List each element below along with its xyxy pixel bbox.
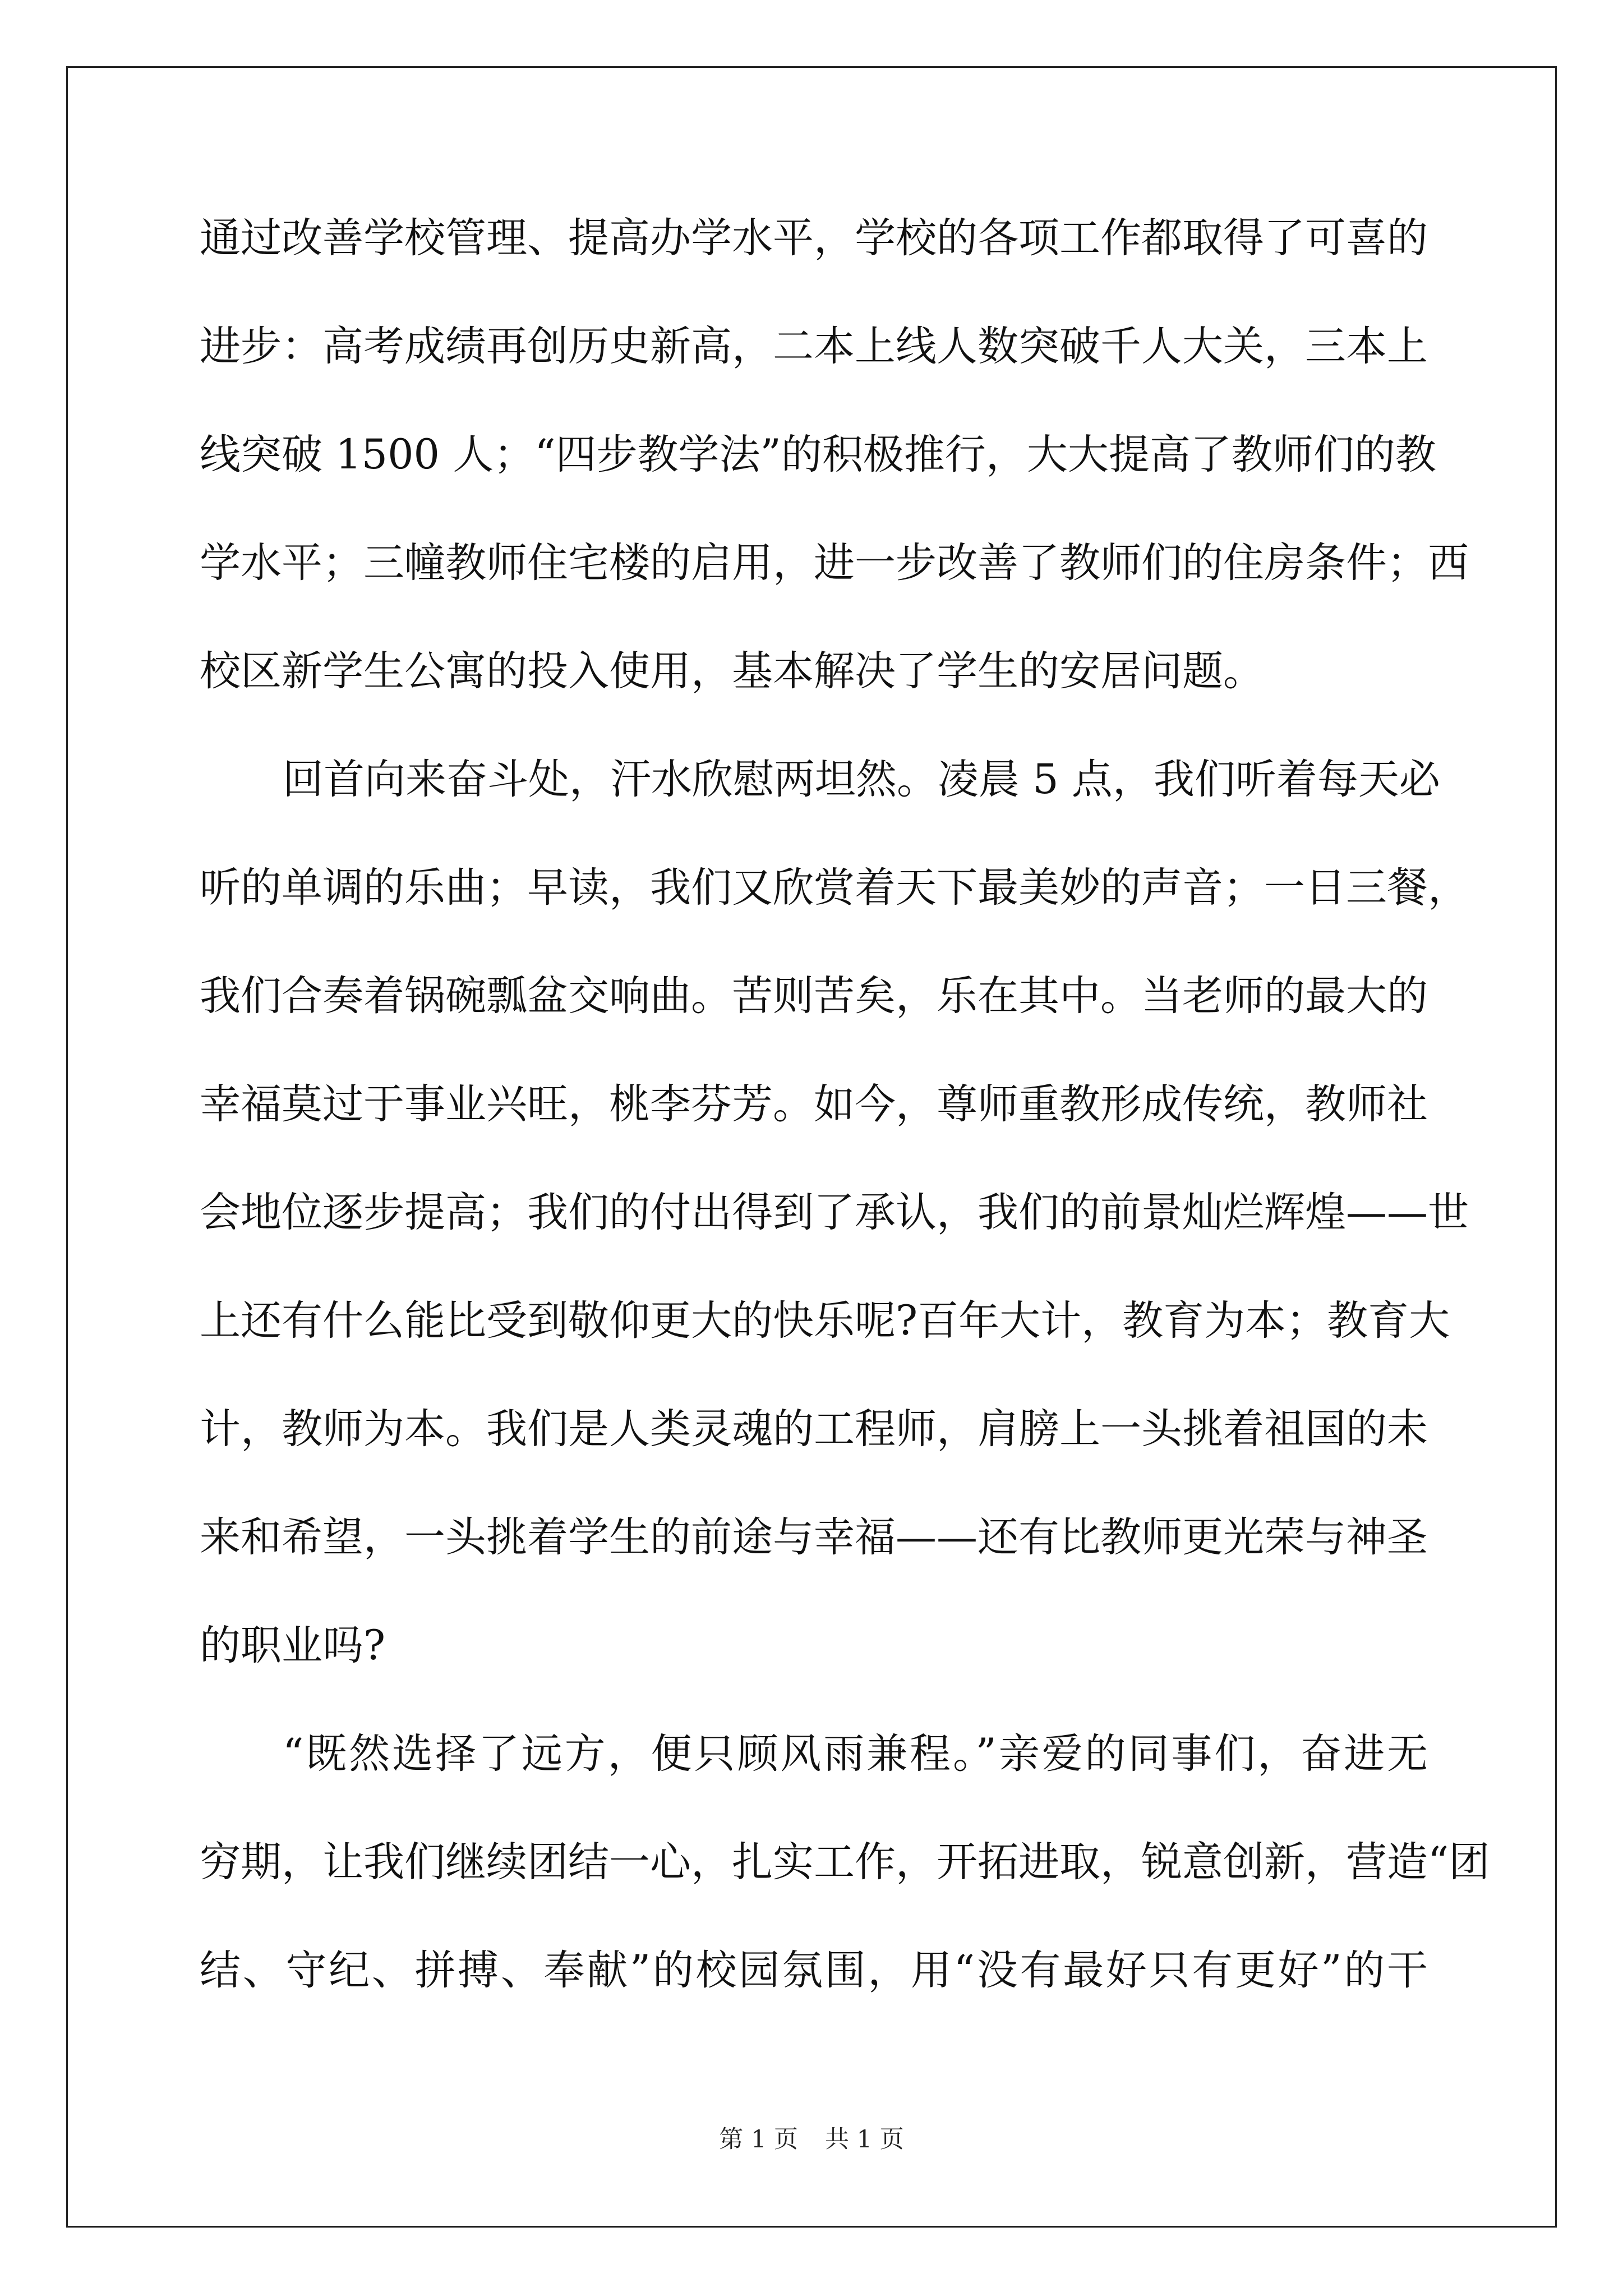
text-line: 上还有什么能比受到敬仰更大的快乐呢?百年大计，教育为本；教育大 (200, 1297, 1450, 1345)
document-body (200, 205, 1490, 2045)
text-line: 幸福莫过于事业兴旺，桃李芬芳。如今，尊师重教形成传统，教师社 (200, 1080, 1428, 1128)
text-line: 进步：高考成绩再创历史新高，二本上线人数突破千人大关，三本上 (200, 323, 1428, 370)
text-line: 通过改善学校管理、提高办学水平，学校的各项工作都取得了可喜的 (200, 214, 1428, 262)
text-line: 的职业吗? (200, 1622, 386, 1669)
text-line: 校区新学生公寓的投入使用，基本解决了学生的安居问题。 (200, 647, 1264, 695)
page-footer (0, 2123, 1623, 2156)
text-line: 我们合奏着锅碗瓢盆交响曲。苦则苦矣，乐在其中。当老师的最大的 (200, 972, 1428, 1020)
text-line: 会地位逐步提高；我们的付出得到了承认，我们的前景灿烂辉煌——世 (200, 1189, 1469, 1236)
text-line: 学水平；三幢教师住宅楼的启用，进一步改善了教师们的住房条件；西 (200, 539, 1469, 587)
text-line: 穷期，让我们继续团结一心，扎实工作，开拓进取，锐意创新，营造“团 (200, 1838, 1490, 1886)
paragraph-first-line: 回首向来奋斗处，汗水欣慰两坦然。凌晨 5 点，我们听着每天必 (283, 756, 1440, 803)
text-line: 计，教师为本。我们是人类灵魂的工程师，肩膀上一头挑着祖国的未 (200, 1405, 1428, 1453)
text-line: 听的单调的乐曲；早读，我们又欣赏着天下最美妙的声音；一日三餐， (200, 864, 1469, 912)
page-number-total: 共 1 页 (825, 2125, 904, 2154)
text-line: 线突破 1500 人；“四步教学法”的积极推行，大大提高了教师们的教 (200, 431, 1436, 478)
text-line: 来和希望，一头挑着学生的前途与幸福——还有比教师更光荣与神圣 (200, 1513, 1428, 1561)
paragraph-first-line: “既然选择了远方，便只顾风雨兼程。”亲爱的同事们，奋进无 (283, 1730, 1428, 1778)
text-line: 结、守纪、拼搏、奉献”的校园氛围，用“没有最好只有更好”的干 (200, 1947, 1428, 1994)
page-number-current: 第 1 页 (719, 2125, 798, 2154)
